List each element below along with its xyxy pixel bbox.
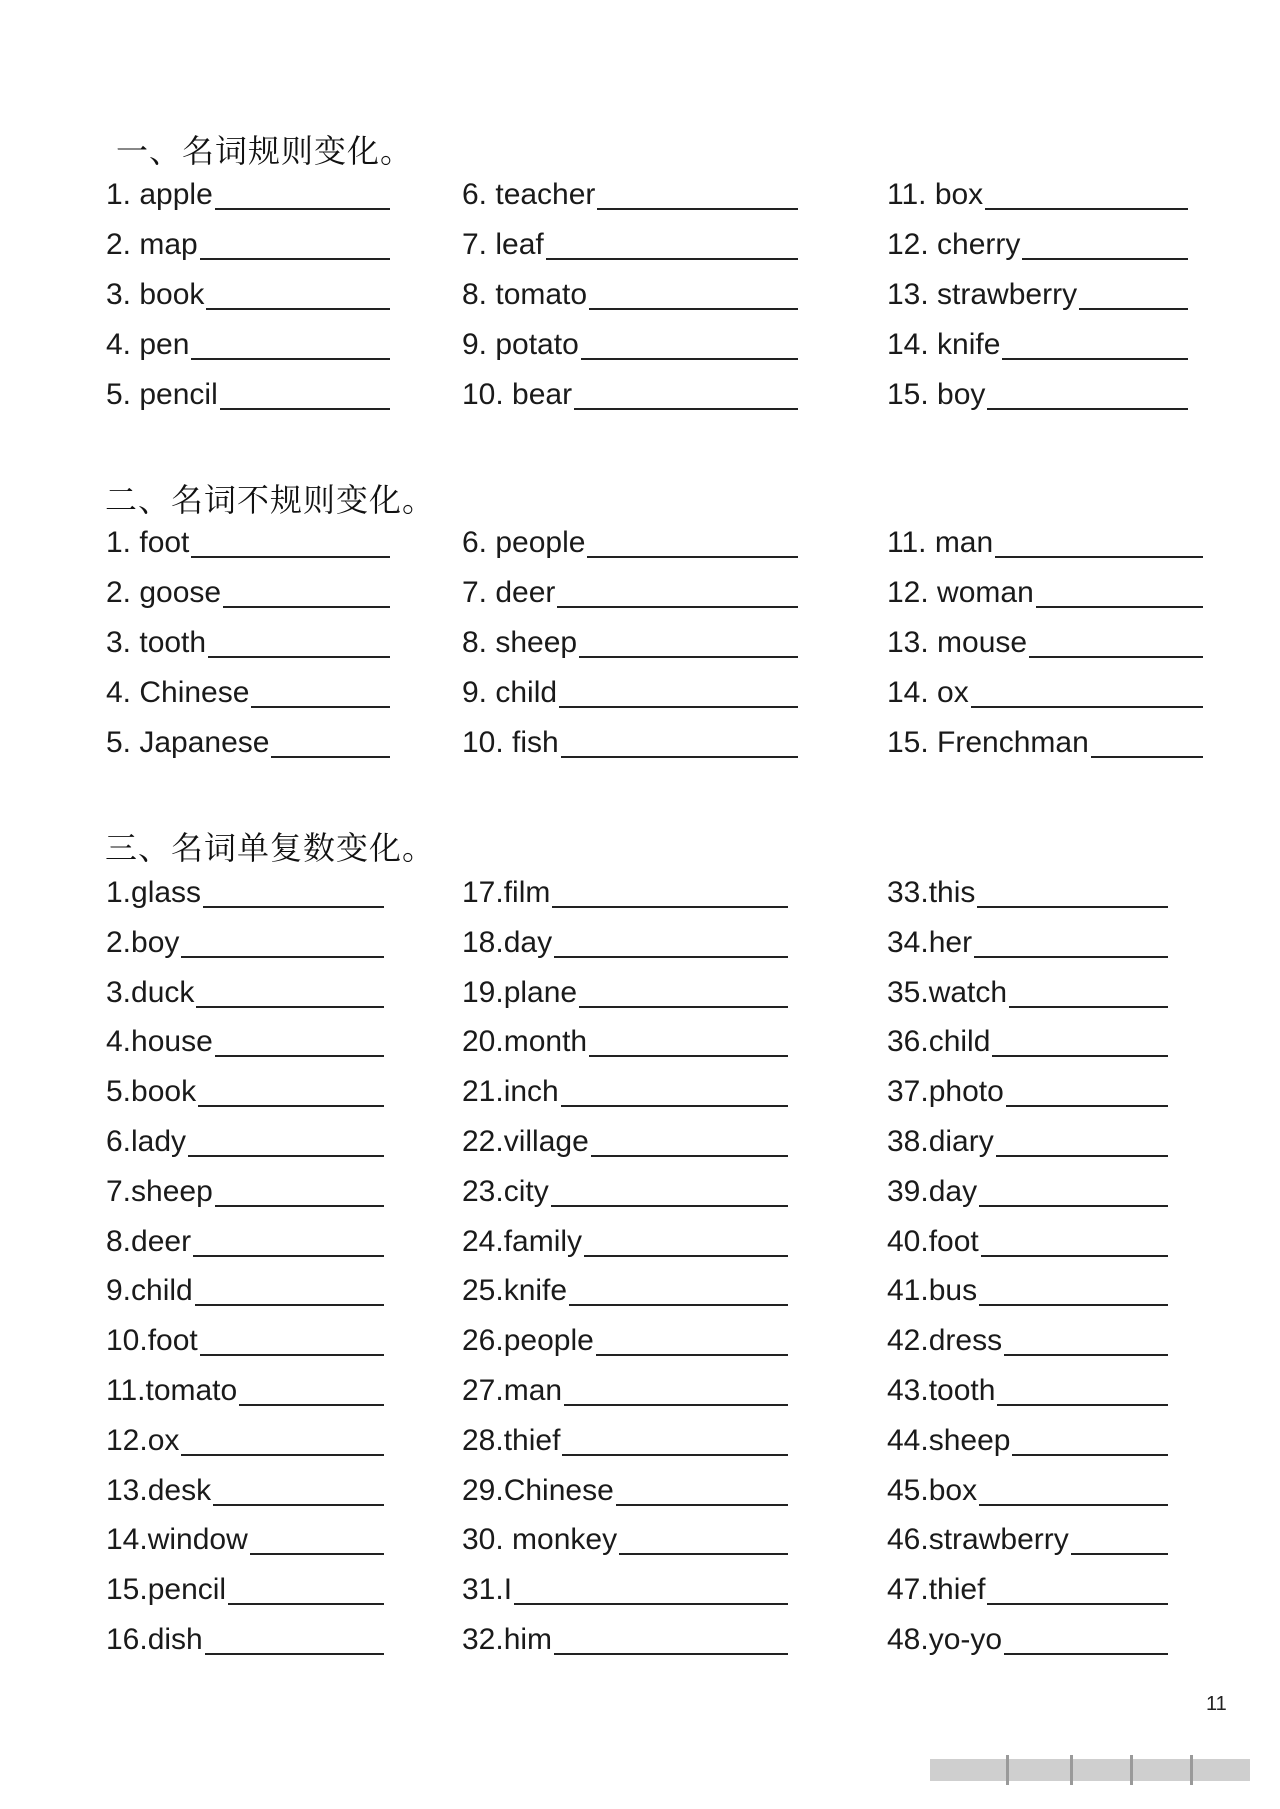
exercise-item	[106, 1127, 384, 1157]
exercise-item	[462, 978, 788, 1008]
exercise-item	[106, 1227, 384, 1257]
exercise-item	[106, 978, 384, 1008]
exercise-word: 41.bus	[887, 1274, 978, 1307]
answer-blank[interactable]	[987, 382, 1188, 410]
answer-blank[interactable]	[271, 730, 390, 758]
exercise-item	[106, 878, 384, 908]
answer-blank[interactable]	[208, 630, 390, 658]
exercise-item	[887, 330, 1188, 360]
exercise-word: 1.glass	[106, 876, 202, 909]
exercise-word: 17.film	[462, 876, 551, 909]
exercise-word: 12. woman	[887, 576, 1034, 609]
exercise-word: 16.dish	[106, 1623, 203, 1656]
exercise-word: 38.diary	[887, 1125, 994, 1158]
exercise-word: 47.thief	[887, 1573, 986, 1606]
exercise-word: 40.foot	[887, 1225, 979, 1258]
exercise-word: 10. bear	[462, 378, 573, 411]
exercise-item	[462, 1426, 788, 1456]
exercise-word: 9.child	[106, 1274, 193, 1307]
answer-blank[interactable]	[1022, 232, 1188, 260]
exercise-item	[887, 280, 1188, 310]
section-title-regular-plurals: 一、名词规则变化。	[116, 132, 414, 170]
answer-blank[interactable]	[1091, 730, 1203, 758]
exercise-item	[887, 1525, 1168, 1555]
answer-blank[interactable]	[562, 1428, 788, 1456]
answer-blank[interactable]	[1009, 980, 1168, 1008]
answer-blank[interactable]	[584, 1229, 788, 1257]
exercise-item	[106, 1276, 384, 1306]
exercise-item	[462, 578, 798, 608]
answer-blank[interactable]	[203, 880, 384, 908]
exercise-item	[462, 1276, 788, 1306]
answer-blank[interactable]	[1002, 332, 1188, 360]
exercise-item	[462, 878, 788, 908]
page-number: 11	[1206, 1693, 1227, 1715]
exercise-word: 2. goose	[106, 576, 222, 609]
answer-blank[interactable]	[619, 1527, 788, 1555]
answer-blank[interactable]	[591, 1129, 788, 1157]
answer-blank[interactable]	[1004, 1328, 1168, 1356]
exercise-item	[887, 728, 1203, 758]
answer-blank[interactable]	[997, 1378, 1168, 1406]
exercise-item	[106, 1625, 384, 1655]
answer-blank[interactable]	[569, 1278, 788, 1306]
exercise-item	[887, 380, 1188, 410]
answer-blank[interactable]	[995, 530, 1203, 558]
exercise-item	[462, 1177, 788, 1207]
answer-blank[interactable]	[971, 680, 1203, 708]
answer-blank[interactable]	[181, 1428, 384, 1456]
exercise-item	[462, 1525, 788, 1555]
answer-blank[interactable]	[589, 1029, 788, 1057]
answer-blank[interactable]	[1029, 630, 1203, 658]
exercise-item	[887, 180, 1188, 210]
exercise-word: 36.child	[887, 1025, 991, 1058]
answer-blank[interactable]	[1004, 1627, 1168, 1655]
exercise-item	[887, 1426, 1168, 1456]
exercise-word: 45.box	[887, 1474, 978, 1507]
exercise-item	[887, 230, 1188, 260]
exercise-word: 28.thief	[462, 1424, 561, 1457]
exercise-item	[106, 330, 390, 360]
exercise-word: 22.village	[462, 1125, 589, 1158]
exercise-item	[887, 578, 1203, 608]
exercise-word: 4.house	[106, 1025, 213, 1058]
exercise-item	[106, 678, 390, 708]
answer-blank[interactable]	[251, 680, 390, 708]
answer-blank[interactable]	[977, 880, 1168, 908]
answer-blank[interactable]	[193, 1229, 384, 1257]
exercise-item	[462, 1625, 788, 1655]
answer-blank[interactable]	[552, 880, 788, 908]
exercise-item	[887, 1276, 1168, 1306]
exercise-word: 32.him	[462, 1623, 553, 1656]
exercise-item	[462, 1326, 788, 1356]
exercise-word: 3. tooth	[106, 626, 207, 659]
exercise-item	[106, 1177, 384, 1207]
exercise-item	[462, 528, 798, 558]
exercise-word: 37.photo	[887, 1075, 1004, 1108]
exercise-item	[462, 1376, 788, 1406]
exercise-item	[887, 1476, 1168, 1506]
exercise-item	[462, 1027, 788, 1057]
exercise-word: 6. teacher	[462, 178, 596, 211]
exercise-word: 7. deer	[462, 576, 556, 609]
answer-blank[interactable]	[205, 1627, 384, 1655]
answer-blank[interactable]	[597, 182, 798, 210]
answer-blank[interactable]	[974, 930, 1168, 958]
exercise-word: 43.tooth	[887, 1374, 996, 1407]
exercise-word: 12.ox	[106, 1424, 180, 1457]
answer-blank[interactable]	[554, 930, 788, 958]
exercise-item	[462, 380, 798, 410]
answer-blank[interactable]	[979, 1478, 1168, 1506]
exercise-word: 27.man	[462, 1374, 563, 1407]
answer-blank[interactable]	[979, 1278, 1168, 1306]
exercise-word: 11. box	[887, 178, 984, 211]
answer-blank[interactable]	[188, 1129, 384, 1157]
exercise-word: 1. apple	[106, 178, 213, 211]
exercise-word: 19.plane	[462, 976, 578, 1009]
exercise-item	[106, 1575, 384, 1605]
exercise-word: 5. Japanese	[106, 726, 270, 759]
answer-blank[interactable]	[239, 1378, 384, 1406]
exercise-item	[462, 728, 798, 758]
exercise-word: 25.knife	[462, 1274, 568, 1307]
answer-blank[interactable]	[557, 580, 798, 608]
exercise-word: 46.strawberry	[887, 1523, 1069, 1556]
exercise-word: 8. tomato	[462, 278, 588, 311]
exercise-word: 5. pencil	[106, 378, 218, 411]
exercise-word: 33.this	[887, 876, 976, 909]
exercise-word: 29.Chinese	[462, 1474, 614, 1507]
exercise-word: 44.sheep	[887, 1424, 1011, 1457]
answer-blank[interactable]	[546, 232, 798, 260]
exercise-item	[106, 1077, 384, 1107]
exercise-word: 15.pencil	[106, 1573, 227, 1606]
exercise-word: 21.inch	[462, 1075, 559, 1108]
exercise-word: 13.desk	[106, 1474, 212, 1507]
exercise-word: 10.foot	[106, 1324, 198, 1357]
answer-blank[interactable]	[1006, 1079, 1168, 1107]
exercise-item	[887, 678, 1203, 708]
answer-blank[interactable]	[198, 1079, 384, 1107]
exercise-word: 20.month	[462, 1025, 588, 1058]
exercise-word: 15. Frenchman	[887, 726, 1089, 759]
exercise-word: 11.tomato	[106, 1374, 238, 1407]
exercise-word: 48.yo-yo	[887, 1623, 1003, 1656]
scan-footer-decoration	[930, 1755, 1260, 1785]
answer-blank[interactable]	[579, 980, 788, 1008]
exercise-word: 7. leaf	[462, 228, 544, 261]
exercise-item	[106, 628, 390, 658]
exercise-word: 14. ox	[887, 676, 969, 709]
answer-blank[interactable]	[215, 1179, 384, 1207]
exercise-word: 2. map	[106, 228, 198, 261]
exercise-item	[106, 1326, 384, 1356]
exercise-word: 10. fish	[462, 726, 559, 759]
exercise-item	[887, 1077, 1168, 1107]
exercise-item	[462, 330, 798, 360]
exercise-item	[106, 528, 390, 558]
exercise-word: 18.day	[462, 926, 553, 959]
section-title-irregular-plurals: 二、名词不规则变化。	[105, 481, 436, 519]
exercise-word: 15. boy	[887, 378, 986, 411]
exercise-item	[887, 1376, 1168, 1406]
exercise-word: 24.family	[462, 1225, 583, 1258]
exercise-item	[462, 1476, 788, 1506]
exercise-item	[106, 180, 390, 210]
answer-blank[interactable]	[220, 382, 390, 410]
exercise-item	[887, 528, 1203, 558]
exercise-word: 9. potato	[462, 328, 579, 361]
exercise-item	[887, 1575, 1168, 1605]
exercise-item	[887, 928, 1168, 958]
answer-blank[interactable]	[554, 1627, 788, 1655]
answer-blank[interactable]	[561, 1079, 788, 1107]
answer-blank[interactable]	[1012, 1428, 1168, 1456]
answer-blank[interactable]	[250, 1527, 384, 1555]
exercise-word: 2.boy	[106, 926, 180, 959]
answer-blank[interactable]	[587, 530, 798, 558]
answer-blank[interactable]	[574, 382, 798, 410]
exercise-word: 3. book	[106, 278, 205, 311]
exercise-item	[462, 1127, 788, 1157]
exercise-item	[106, 1027, 384, 1057]
exercise-item	[887, 628, 1203, 658]
exercise-item	[887, 1127, 1168, 1157]
exercise-item	[887, 1326, 1168, 1356]
exercise-item	[462, 1227, 788, 1257]
answer-blank[interactable]	[579, 630, 798, 658]
answer-blank[interactable]	[981, 1229, 1168, 1257]
exercise-item	[106, 1376, 384, 1406]
answer-blank[interactable]	[979, 1179, 1168, 1207]
exercise-item	[887, 878, 1168, 908]
exercise-word: 8. sheep	[462, 626, 578, 659]
exercise-item	[106, 928, 384, 958]
exercise-item	[106, 230, 390, 260]
exercise-word: 1. foot	[106, 526, 190, 559]
exercise-word: 9. child	[462, 676, 558, 709]
answer-blank[interactable]	[213, 1478, 384, 1506]
exercise-item	[887, 978, 1168, 1008]
answer-blank[interactable]	[1079, 282, 1188, 310]
exercise-word: 26.people	[462, 1324, 594, 1357]
answer-blank[interactable]	[992, 1029, 1168, 1057]
exercise-item	[462, 280, 798, 310]
exercise-word: 35.watch	[887, 976, 1008, 1009]
answer-blank[interactable]	[596, 1328, 788, 1356]
answer-blank[interactable]	[195, 1278, 384, 1306]
exercise-word: 4. pen	[106, 328, 190, 361]
exercise-word: 34.her	[887, 926, 973, 959]
exercise-item	[106, 578, 390, 608]
exercise-item	[462, 230, 798, 260]
exercise-item	[887, 1625, 1168, 1655]
exercise-word: 8.deer	[106, 1225, 192, 1258]
answer-blank[interactable]	[200, 232, 390, 260]
section-title-singular-plural: 三、名词单复数变化。	[105, 829, 436, 867]
answer-blank[interactable]	[616, 1478, 788, 1506]
exercise-item	[887, 1027, 1168, 1057]
answer-blank[interactable]	[514, 1577, 788, 1605]
answer-blank[interactable]	[206, 282, 390, 310]
answer-blank[interactable]	[191, 332, 390, 360]
exercise-item	[106, 280, 390, 310]
answer-blank[interactable]	[1036, 580, 1203, 608]
answer-blank[interactable]	[223, 580, 390, 608]
answer-blank[interactable]	[559, 680, 798, 708]
exercise-item	[887, 1227, 1168, 1257]
exercise-word: 7.sheep	[106, 1175, 213, 1208]
answer-blank[interactable]	[181, 930, 384, 958]
answer-blank[interactable]	[581, 332, 798, 360]
exercise-word: 4. Chinese	[106, 676, 250, 709]
exercise-word: 3.duck	[106, 976, 195, 1009]
answer-blank[interactable]	[564, 1378, 788, 1406]
exercise-item	[462, 628, 798, 658]
answer-blank[interactable]	[215, 182, 390, 210]
exercise-item	[106, 1525, 384, 1555]
exercise-word: 23.city	[462, 1175, 549, 1208]
answer-blank[interactable]	[551, 1179, 788, 1207]
exercise-item	[106, 380, 390, 410]
exercise-word: 5.book	[106, 1075, 197, 1108]
exercise-item	[462, 180, 798, 210]
exercise-item	[887, 1177, 1168, 1207]
exercise-word: 13. strawberry	[887, 278, 1078, 311]
answer-blank[interactable]	[985, 182, 1188, 210]
exercise-word: 42.dress	[887, 1324, 1003, 1357]
exercise-word: 14. knife	[887, 328, 1001, 361]
exercise-word: 31.I	[462, 1573, 513, 1606]
exercise-word: 12. cherry	[887, 228, 1021, 261]
answer-blank[interactable]	[200, 1328, 384, 1356]
answer-blank[interactable]	[589, 282, 798, 310]
answer-blank[interactable]	[228, 1577, 384, 1605]
exercise-item	[106, 1426, 384, 1456]
exercise-word: 6. people	[462, 526, 586, 559]
exercise-word: 13. mouse	[887, 626, 1028, 659]
answer-blank[interactable]	[561, 730, 798, 758]
exercise-item	[462, 1077, 788, 1107]
exercise-item	[462, 928, 788, 958]
answer-blank[interactable]	[1071, 1527, 1168, 1555]
exercise-item	[106, 728, 390, 758]
exercise-word: 30. monkey	[462, 1523, 618, 1556]
answer-blank[interactable]	[987, 1577, 1168, 1605]
exercise-item	[462, 1575, 788, 1605]
exercise-item	[462, 678, 798, 708]
answer-blank[interactable]	[196, 980, 384, 1008]
exercise-item	[106, 1476, 384, 1506]
exercise-word: 6.lady	[106, 1125, 187, 1158]
answer-blank[interactable]	[996, 1129, 1168, 1157]
exercise-word: 14.window	[106, 1523, 248, 1556]
exercise-word: 11. man	[887, 526, 994, 559]
answer-blank[interactable]	[191, 530, 390, 558]
answer-blank[interactable]	[215, 1029, 384, 1057]
exercise-word: 39.day	[887, 1175, 978, 1208]
